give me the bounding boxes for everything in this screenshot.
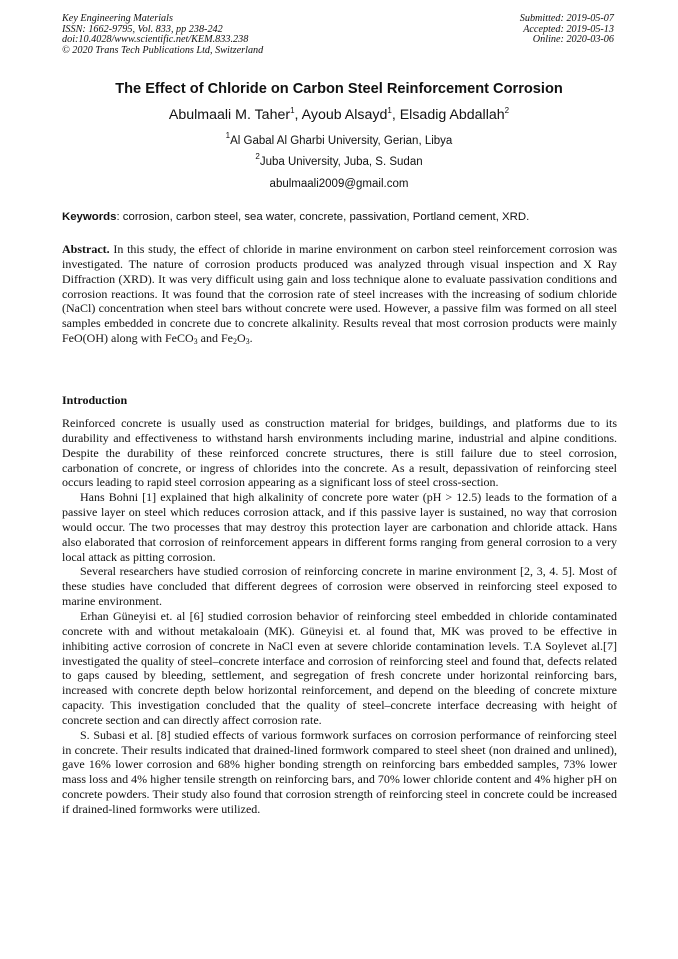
author-name: Elsadig Abdallah (399, 107, 505, 123)
journal-header-right (520, 14, 614, 46)
formula-subscript: 3 (245, 337, 250, 347)
author-name: Ayoub Alsayd (301, 107, 388, 123)
formula-element: O (236, 331, 246, 346)
keywords-line (62, 211, 618, 223)
abstract-label: Abstract. (62, 242, 110, 256)
copyright-line: © 2020 Trans Tech Publications Ltd, Switzerland (62, 44, 264, 56)
issn-line: ISSN: 1662-9795, Vol. 833, pp 238-242 (62, 23, 223, 35)
affiliation-mark: 2 (255, 152, 260, 161)
journal-header-left (62, 14, 263, 56)
author-email: abulmaali2009@gmail.com (269, 178, 409, 190)
body-paragraph: Reinforced concrete is usually used as construction material for bridges, buildings, and platforms due to its durability and effectiveness to withstand harsh environments including marine, industrial and alpine conditions. Despite the durability of these reinforced concrete structures, there is still failure due to steel corrosion, carbonation of concrete, or ingress of chlorides into the concrete. As a result, depassivation of reinforcing steel occurs leading to rapid steel corrosion appearing as a significant loss of steel cross-section. (62, 416, 617, 490)
body-paragraph: Hans Bohni [1] explained that high alkalinity of concrete pore water (pH > 12.5) leads to the formation of a passive layer on steel which reduces corrosion attack, and if this passive layer is sustained, no way that corrosion would occur. The two processes that may destroy this protection layer are carbonation and chloride attack. Hans also elaborated that corrosion of reinforcement appears in different forms ranging from general corrosion to a very local attack as pitting corrosion. (62, 490, 617, 564)
submitted-date: Submitted: 2019-05-07 (519, 13, 614, 24)
author-name: Abulmaali M. Taher (168, 107, 291, 123)
affiliation-text: Al Gabal Al Gharbi University, Gerian, Libya (230, 135, 453, 147)
formula-subscript: 2 (232, 337, 237, 347)
keywords-label: Keywords (62, 211, 117, 223)
author-affiliation-mark: 1 (387, 106, 392, 115)
formula-subscript: 3 (193, 337, 198, 347)
body-paragraph: Several researchers have studied corrosion of reinforcing concrete in marine environment [2, 3, 4. 5]. Most of these studies have concluded that different degrees of corrosion were observed in reinforcing steel exposed to marine environment. (62, 564, 617, 609)
body-paragraph: S. Subasi et al. [8] studied effects of various formwork surfaces on corrosion performance of reinforcing steel in concrete. Their results indicated that drained-lined formwork compared to steel sheet (non drained and unlined), gave 16% lower corrosion and 68% higher bonding strength on reinforcing bars embedded samples, 73% lower mass loss and 4% higher tensile strength on reinforcing bars, and 70% lower chloride content and 4% higher pH on concrete powders. Their study also found that corrosion strength of reinforcing steel in concrete could be increased if drained-lined formworks were utilized. (62, 727, 617, 816)
journal-name: Key Engineering Materials (62, 13, 173, 24)
abstract-text-mid: and Fe (197, 331, 233, 346)
doi-line: doi:10.4028/www.scientific.net/KEM.833.238 (62, 34, 249, 46)
abstract-text: In this study, the effect of chloride in marine environment on carbon steel reinforcement corrosion was investigated. The nature of corrosion products produced was analyzed through visual inspection and X Ray Diffraction (XRD). It was very difficult using gain and loss technique alone to evaluate passivation conditions and corrosion reactions. It was found that the corrosion rate of steel increases with the increasing of sodium chloride (NaCl) concentration when steel bars without concrete were used. However, a passive film was formed on all steel samples embedded in concrete due to concrete alkalinity. Results reveal that most corrosion products were mainly FeO(OH) along with FeCO (62, 242, 617, 346)
author-affiliation-mark: 2 (504, 106, 510, 115)
abstract-text-end: . (249, 331, 253, 346)
accepted-date: Accepted: 2019-05-13 (523, 23, 614, 35)
affiliation-text: Juba University, Juba, S. Sudan (259, 156, 423, 168)
affiliation-2 (0, 152, 678, 168)
affiliation-mark: 1 (225, 131, 231, 140)
body-paragraph: Erhan Güneyisi et. al [6] studied corrosion behavior of reinforcing steel embedded in chloride contaminated concrete with and without metakaloain (MK). Güneyisi et. al found that, MK was proved to be effective in inhibiting active corrosion of concrete in NaCl even at severe chloride contamination levels. T.A Soylevet al.[7] investigated the quality of steel–concrete interface and corrosion of reinforcing steel and found that, defects related to gaps caused by bleeding, settlement, and segregation of fresh concrete under horizontal reinforcing bars, increased with concrete depth below horizontal reinforcement, and depend on the bleeding of concrete mixture capacity. This investigation concluded that the quality of steel–concrete interface decreasing with height of concrete section and can directly affect corrosion rate. (62, 608, 617, 727)
affiliation-1 (0, 131, 678, 147)
keywords-text: : corrosion, carbon steel, sea water, concrete, passivation, Portland cement, XRD. (116, 211, 530, 223)
online-date: Online: 2020-03-06 (532, 34, 614, 46)
abstract-paragraph (62, 242, 617, 346)
section-heading-introduction: Introduction (62, 393, 128, 407)
author-affiliation-mark: 1 (290, 106, 295, 115)
author-list: Abulmaali M. Taher$^1$, Ayoub Alsayd$^1$, Elsadig Abdallah$^2$ (168, 106, 510, 123)
paper-title: The Effect of Chloride on Carbon Steel Reinforcement Corrosion (115, 81, 563, 97)
introduction-body (62, 416, 617, 817)
